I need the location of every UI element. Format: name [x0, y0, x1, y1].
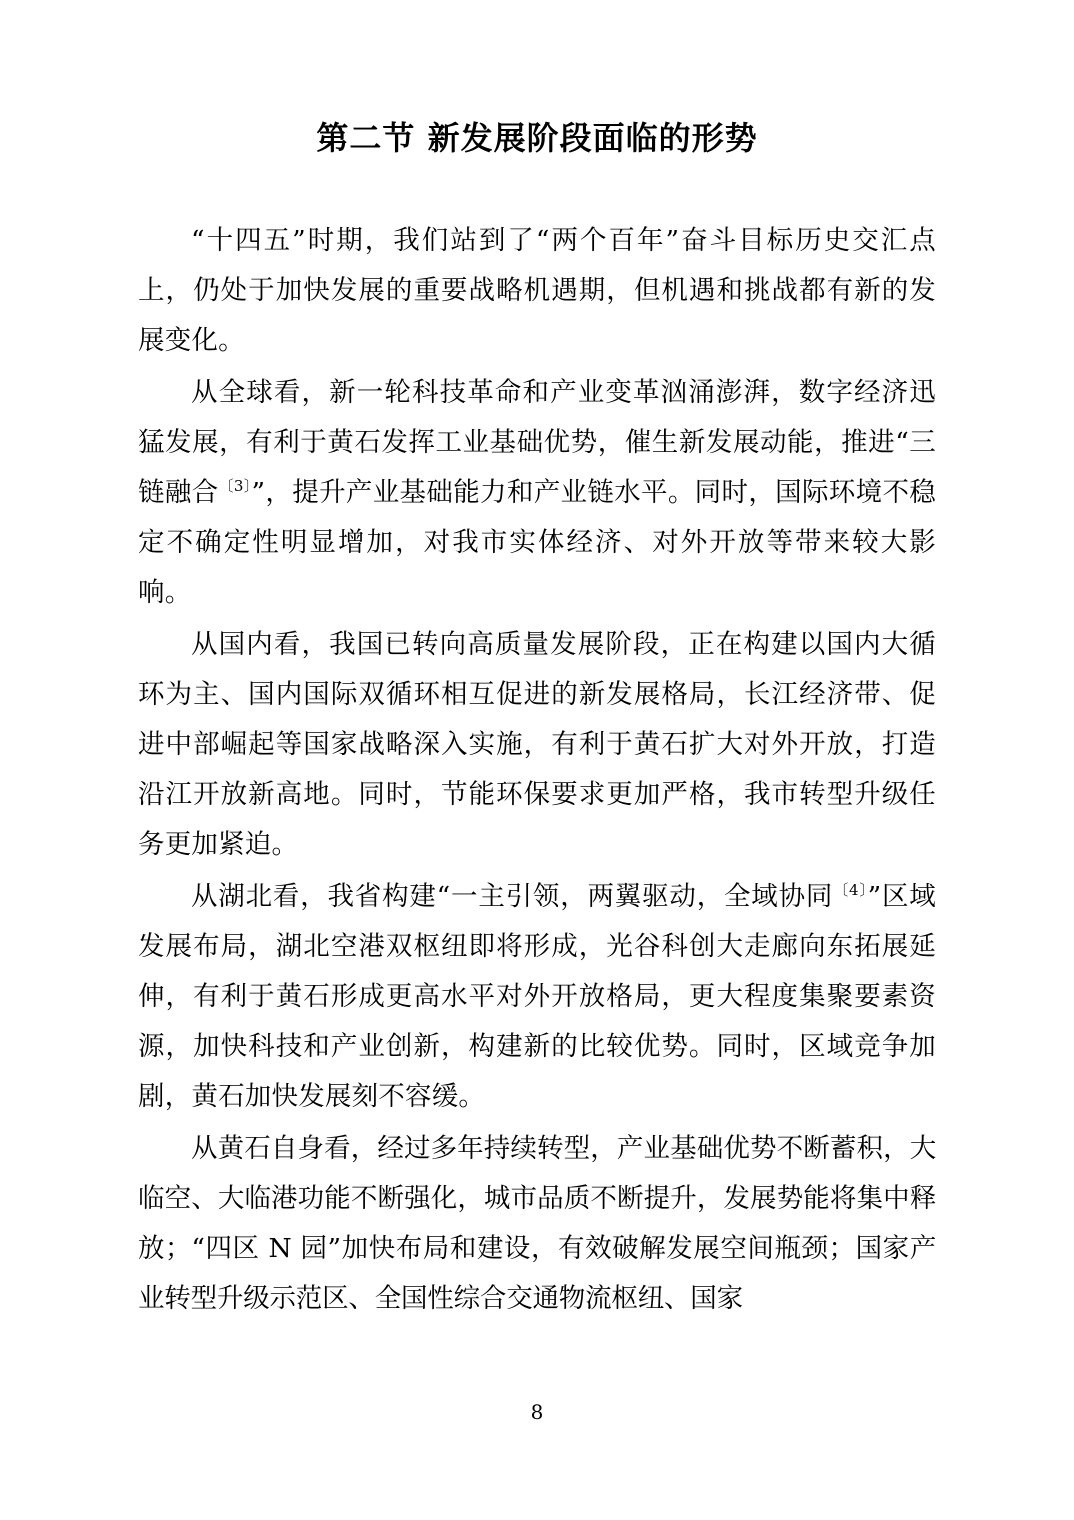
document-body [138, 216, 936, 1324]
paragraph-1: “十四五”时期，我们站到了“两个百年”奋斗目标历史交汇点上，仍处于加快发展的重要战略机遇期，但机遇和挑战都有新的发展变化。 [138, 224, 936, 356]
page-number: 8 [530, 1400, 544, 1424]
page-title: 第二节 新发展阶段面临的形势 [316, 119, 758, 157]
paragraph-3: 从国内看，我国已转向高质量发展阶段，正在构建以国内大循环为主、国内国际双循环相互促进的新发展格局，长江经济带、促进中部崛起等国家战略深入实施，有利于黄石扩大对外开放，打造沿江开放新高地。同时，节能环保要求更加严格，我市转型升级任务更加紧迫。 [138, 628, 936, 860]
footnote-marker: 〔4〕 [833, 880, 868, 899]
paragraph-2: 从全球看，新一轮科技革命和产业变革汹涌澎湃，数字经济迅猛发展，有利于黄石发挥工业基础优势，催生新发展动能，推进“三链融合$^{〔3〕}$”，提升产业基础能力和产业链水平。同时，国际环境不稳定不确定性明显增加，对我市实体经济、对外开放等带来较大影响。 [138, 376, 936, 608]
footnote-marker: 〔3〕 [218, 476, 252, 495]
paragraph-4: 从湖北看，我省构建“一主引领，两翼驱动，全域协同$^{〔4〕}$”区域发展布局，湖北空港双枢纽即将形成，光谷科创大走廊向东拓展延伸，有利于黄石形成更高水平对外开放格局，更大程度集聚要素资源，加快科技和产业创新，构建新的比较优势。同时，区域竞争加剧，黄石加快发展刻不容缓。 [138, 880, 936, 1112]
paragraph-5: 从黄石自身看，经过多年持续转型，产业基础优势不断蓄积，大临空、大临港功能不断强化，城市品质不断提升，发展势能将集中释放；“四区 N 园”加快布局和建设，有效破解发展空间瓶颈；国家产业转型升级示范区、全国性综合交通物流枢纽、国家 [138, 1132, 936, 1314]
